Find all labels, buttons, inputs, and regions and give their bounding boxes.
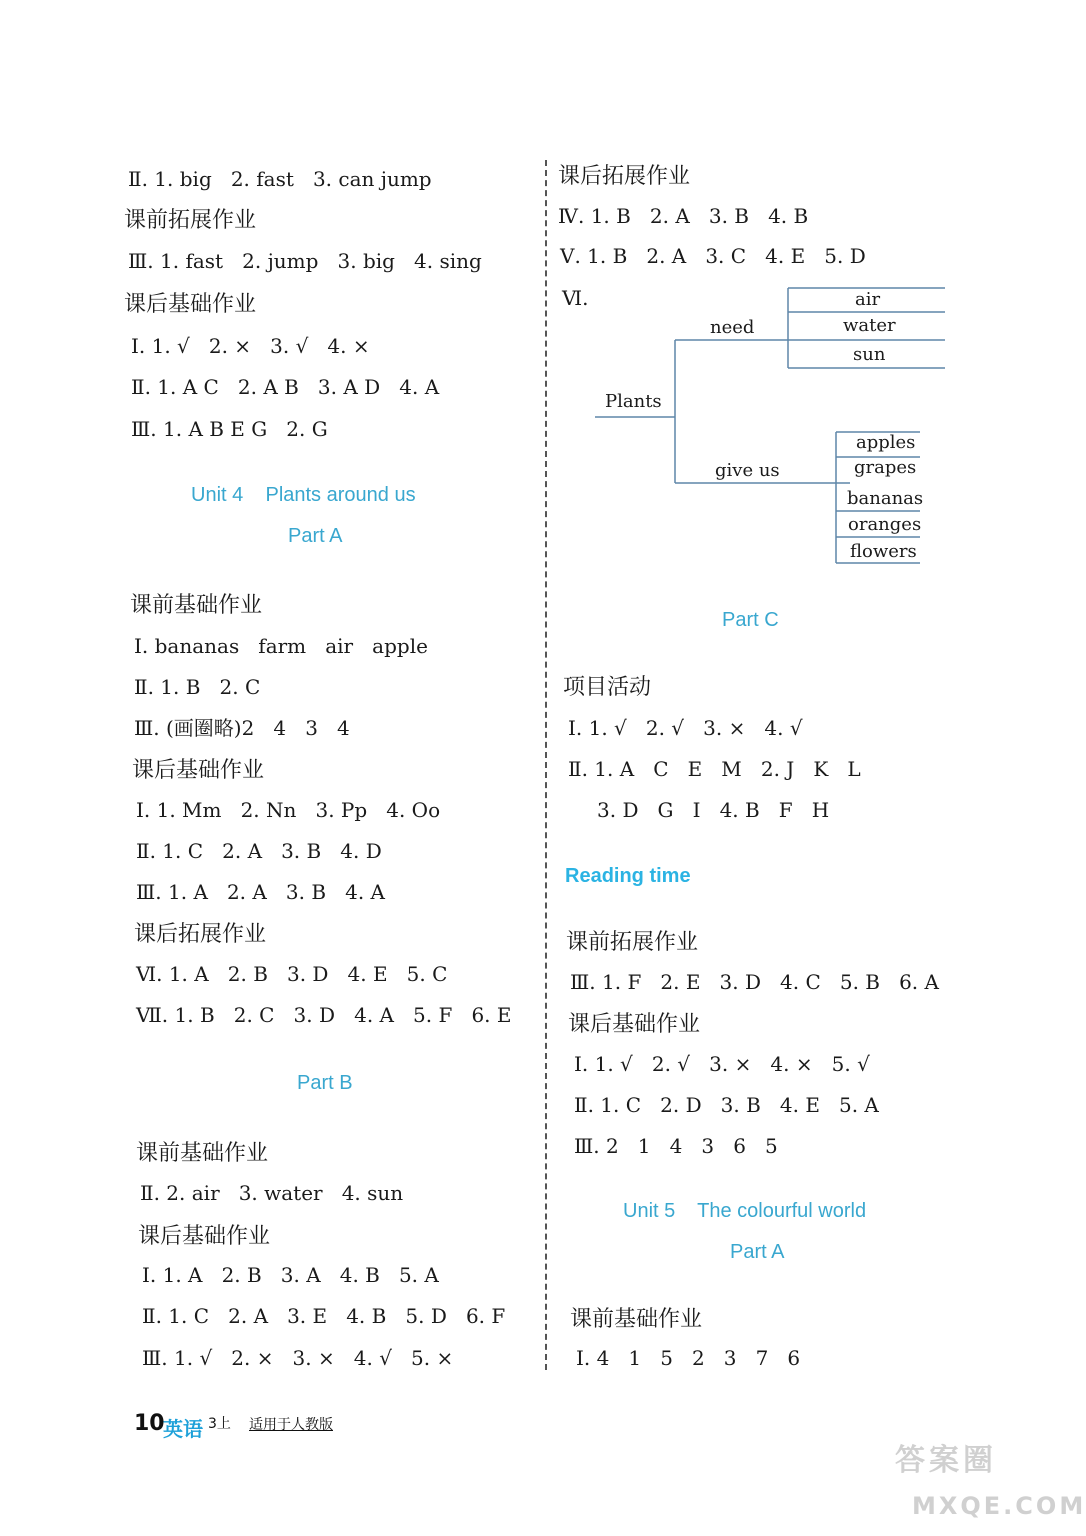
answer-line: Ⅲ. 2 1 4 3 6 5 [574,1134,778,1158]
answer-line: Ⅱ. 1. A C 2. A B 3. A D 4. A [131,375,440,399]
section-heading: 课后基础作业 [568,1012,701,1037]
mindmap-need-label: need [710,317,755,338]
watermark-url: MXQE.COM [912,1492,1086,1520]
answer-line: Ⅰ. 1. Mm 2. Nn 3. Pp 4. Oo [136,798,441,822]
answer-line: Ⅲ. 1. F 2. E 3. D 4. C 5. B 6. A [570,970,939,994]
answer-line: Ⅵ. [562,286,589,310]
footer-grade: 3上 [208,1416,231,1432]
answer-line: Ⅱ. 1. big 2. fast 3. can jump [128,167,432,191]
reading-time-title: Reading time [565,865,691,887]
mindmap-root: Plants [605,391,662,412]
answer-line: Ⅵ. 1. A 2. B 3. D 4. E 5. C [136,962,448,986]
answer-line: Ⅰ. 4 1 5 2 3 7 6 [576,1346,801,1370]
section-heading: 课前基础作业 [136,1141,269,1166]
answer-line: Ⅴ. 1. B 2. A 3. C 4. E 5. D [560,244,866,268]
section-heading: 课后拓展作业 [558,164,691,189]
answer-line: Ⅰ. 1. √ 2. √ 3. × 4. × 5. √ [574,1052,870,1076]
answer-line: Ⅲ. 1. √ 2. × 3. × 4. √ 5. × [142,1346,454,1370]
section-heading: 课后拓展作业 [134,922,267,947]
answer-line: 3. D G I 4. B F H [597,798,830,822]
section-heading: 课前基础作业 [570,1307,703,1332]
unit-title: Unit 5 The colourful world [623,1200,867,1222]
page-number: 10 [134,1411,165,1436]
section-heading: 课后基础作业 [138,1224,271,1249]
part-title: Part A [288,525,343,547]
mindmap-give-item: grapes [854,457,917,478]
unit-title: Unit 4 Plants around us [191,484,416,506]
answer-line: Ⅱ. 1. B 2. C [134,675,261,699]
mindmap-give-item: flowers [850,541,917,562]
section-heading: 课前基础作业 [130,593,263,618]
answer-line: Ⅱ. 2. air 3. water 4. sun [140,1181,404,1205]
mindmap-give-label: give us [715,460,780,481]
answer-line: Ⅶ. 1. B 2. C 3. D 4. A 5. F 6. E [136,1003,512,1027]
section-heading: 课前拓展作业 [124,208,257,233]
answer-line: Ⅲ. (画圈略)2 4 3 4 [134,716,350,740]
mindmap-give-item: bananas [847,488,924,509]
answer-line: Ⅰ. 1. √ 2. × 3. √ 4. × [131,334,370,358]
column-divider [545,160,547,1370]
answer-line: Ⅲ. 1. A 2. A 3. B 4. A [136,880,386,904]
answer-line: Ⅰ. 1. A 2. B 3. A 4. B 5. A [142,1263,439,1287]
answer-line: Ⅲ. 1. fast 2. jump 3. big 4. sing [128,249,482,273]
answer-line: Ⅱ. 1. A C E M 2. J K L [568,757,861,781]
section-heading: 课前拓展作业 [566,930,699,955]
part-title: Part C [722,609,779,631]
answer-line: Ⅲ. 1. A B E G 2. G [131,417,328,441]
section-heading: 项目活动 [563,675,652,700]
answer-line: Ⅱ. 1. C 2. A 3. B 4. D [136,839,382,863]
section-heading: 课后基础作业 [124,292,257,317]
section-heading: 课后基础作业 [132,758,265,783]
answer-line: Ⅳ. 1. B 2. A 3. B 4. B [558,204,809,228]
plants-mindmap [560,280,955,575]
answer-line: Ⅰ. 1. √ 2. √ 3. × 4. √ [568,716,803,740]
answer-line: Ⅱ. 1. C 2. D 3. B 4. E 5. A [574,1093,879,1117]
mindmap-need-item: air [855,289,881,310]
mindmap-need-item: sun [853,344,886,365]
footer-subject: 英语 [163,1417,203,1441]
answer-line: Ⅰ. bananas farm air apple [134,634,428,658]
watermark-logo: 答案圈 [895,1443,997,1478]
mindmap-need-item: water [843,315,896,336]
answer-line: Ⅱ. 1. C 2. A 3. E 4. B 5. D 6. F [142,1304,506,1328]
mindmap-give-item: apples [856,432,916,453]
footer-edition: 适用于人教版 [249,1417,333,1433]
part-title: Part B [297,1072,353,1094]
part-title: Part A [730,1241,785,1263]
mindmap-give-item: oranges [848,514,922,535]
